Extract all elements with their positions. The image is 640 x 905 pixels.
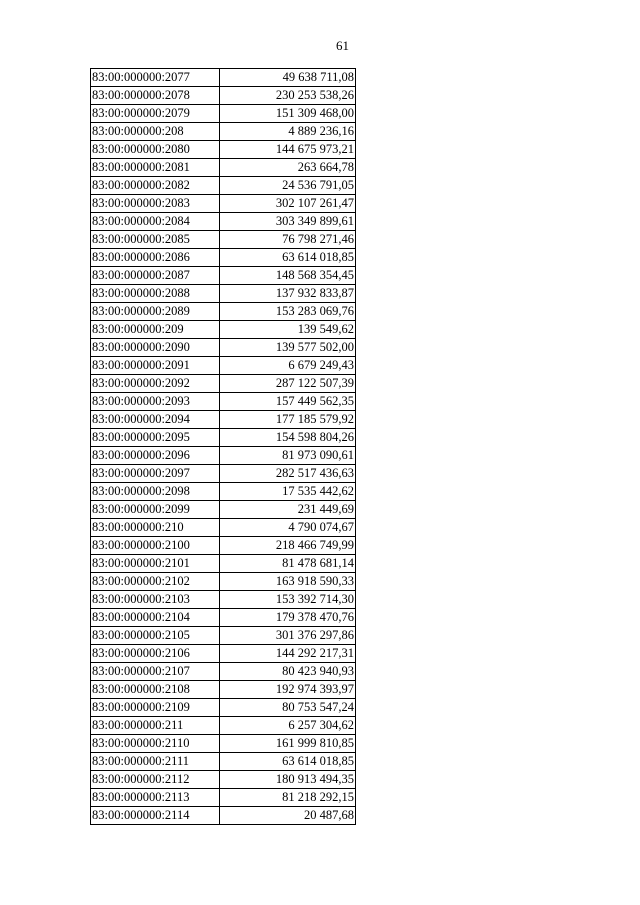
cadastral-value-table	[90, 68, 356, 825]
value-cell: 81 973 090,61	[220, 447, 356, 465]
table-row	[91, 213, 356, 231]
cadastral-number-cell: 83:00:000000:2111	[91, 753, 220, 771]
table-row	[91, 375, 356, 393]
value-cell: 49 638 711,08	[220, 69, 356, 87]
table-row	[91, 645, 356, 663]
cadastral-number-cell: 83:00:000000:2097	[91, 465, 220, 483]
cadastral-number-cell: 83:00:000000:208	[91, 123, 220, 141]
value-cell: 4 889 236,16	[220, 123, 356, 141]
cadastral-number-cell: 83:00:000000:2092	[91, 375, 220, 393]
table-row	[91, 735, 356, 753]
table-row	[91, 177, 356, 195]
value-cell: 218 466 749,99	[220, 537, 356, 555]
table-row	[91, 483, 356, 501]
value-cell: 180 913 494,35	[220, 771, 356, 789]
cadastral-number-cell: 83:00:000000:2078	[91, 87, 220, 105]
cadastral-number-cell: 83:00:000000:2079	[91, 105, 220, 123]
value-cell: 230 253 538,26	[220, 87, 356, 105]
cadastral-number-cell: 83:00:000000:2099	[91, 501, 220, 519]
cadastral-number-cell: 83:00:000000:2090	[91, 339, 220, 357]
table-row	[91, 141, 356, 159]
table-row	[91, 519, 356, 537]
table-body	[91, 69, 356, 825]
cadastral-number-cell: 83:00:000000:2100	[91, 537, 220, 555]
value-cell: 139 549,62	[220, 321, 356, 339]
value-cell: 63 614 018,85	[220, 753, 356, 771]
table-row	[91, 123, 356, 141]
value-cell: 148 568 354,45	[220, 267, 356, 285]
page-number: 61	[336, 38, 349, 53]
table-row	[91, 537, 356, 555]
value-cell: 161 999 810,85	[220, 735, 356, 753]
value-cell: 153 392 714,30	[220, 591, 356, 609]
cadastral-number-cell: 83:00:000000:2107	[91, 663, 220, 681]
value-cell: 137 932 833,87	[220, 285, 356, 303]
table-row	[91, 339, 356, 357]
table-row	[91, 717, 356, 735]
table-row	[91, 681, 356, 699]
value-cell: 63 614 018,85	[220, 249, 356, 267]
table-row	[91, 753, 356, 771]
value-cell: 231 449,69	[220, 501, 356, 519]
value-cell: 163 918 590,33	[220, 573, 356, 591]
table-row	[91, 87, 356, 105]
table-row	[91, 807, 356, 825]
cadastral-number-cell: 83:00:000000:2095	[91, 429, 220, 447]
cadastral-number-cell: 83:00:000000:2102	[91, 573, 220, 591]
value-cell: 20 487,68	[220, 807, 356, 825]
value-cell: 139 577 502,00	[220, 339, 356, 357]
cadastral-number-cell: 83:00:000000:2077	[91, 69, 220, 87]
table-row	[91, 465, 356, 483]
table-row	[91, 771, 356, 789]
table-row	[91, 105, 356, 123]
value-cell: 179 378 470,76	[220, 609, 356, 627]
cadastral-number-cell: 83:00:000000:2104	[91, 609, 220, 627]
table-row	[91, 573, 356, 591]
value-cell: 301 376 297,86	[220, 627, 356, 645]
cadastral-number-cell: 83:00:000000:2094	[91, 411, 220, 429]
cadastral-number-cell: 83:00:000000:2084	[91, 213, 220, 231]
value-cell: 157 449 562,35	[220, 393, 356, 411]
cadastral-number-cell: 83:00:000000:2110	[91, 735, 220, 753]
value-cell: 76 798 271,46	[220, 231, 356, 249]
value-cell: 80 753 547,24	[220, 699, 356, 717]
cadastral-number-cell: 83:00:000000:2098	[91, 483, 220, 501]
table-row	[91, 627, 356, 645]
table-row	[91, 501, 356, 519]
cadastral-number-cell: 83:00:000000:2096	[91, 447, 220, 465]
cadastral-number-cell: 83:00:000000:2109	[91, 699, 220, 717]
table-row	[91, 321, 356, 339]
value-cell: 17 535 442,62	[220, 483, 356, 501]
cadastral-number-cell: 83:00:000000:2081	[91, 159, 220, 177]
table-row	[91, 411, 356, 429]
table-row	[91, 249, 356, 267]
value-cell: 81 478 681,14	[220, 555, 356, 573]
value-cell: 24 536 791,05	[220, 177, 356, 195]
table-row	[91, 159, 356, 177]
cadastral-number-cell: 83:00:000000:2080	[91, 141, 220, 159]
value-cell: 302 107 261,47	[220, 195, 356, 213]
cadastral-number-cell: 83:00:000000:2082	[91, 177, 220, 195]
cadastral-number-cell: 83:00:000000:2093	[91, 393, 220, 411]
value-cell: 287 122 507,39	[220, 375, 356, 393]
value-cell: 80 423 940,93	[220, 663, 356, 681]
value-cell: 4 790 074,67	[220, 519, 356, 537]
table-row	[91, 303, 356, 321]
cadastral-number-cell: 83:00:000000:2091	[91, 357, 220, 375]
cadastral-number-cell: 83:00:000000:211	[91, 717, 220, 735]
value-cell: 263 664,78	[220, 159, 356, 177]
value-cell: 151 309 468,00	[220, 105, 356, 123]
cadastral-number-cell: 83:00:000000:2114	[91, 807, 220, 825]
table-row	[91, 285, 356, 303]
table-row	[91, 357, 356, 375]
value-cell: 81 218 292,15	[220, 789, 356, 807]
value-cell: 282 517 436,63	[220, 465, 356, 483]
table-row	[91, 195, 356, 213]
table-row	[91, 699, 356, 717]
table-row	[91, 609, 356, 627]
cadastral-number-cell: 83:00:000000:2086	[91, 249, 220, 267]
value-cell: 153 283 069,76	[220, 303, 356, 321]
table-row	[91, 429, 356, 447]
value-cell: 177 185 579,92	[220, 411, 356, 429]
value-cell: 303 349 899,61	[220, 213, 356, 231]
table-row	[91, 267, 356, 285]
value-cell: 6 257 304,62	[220, 717, 356, 735]
cadastral-number-cell: 83:00:000000:2112	[91, 771, 220, 789]
table-row	[91, 447, 356, 465]
value-cell: 144 292 217,31	[220, 645, 356, 663]
cadastral-number-cell: 83:00:000000:2085	[91, 231, 220, 249]
value-cell: 6 679 249,43	[220, 357, 356, 375]
cadastral-number-cell: 83:00:000000:209	[91, 321, 220, 339]
table-row	[91, 789, 356, 807]
cadastral-number-cell: 83:00:000000:2088	[91, 285, 220, 303]
table-row	[91, 231, 356, 249]
table-row	[91, 663, 356, 681]
value-cell: 144 675 973,21	[220, 141, 356, 159]
table-row	[91, 555, 356, 573]
cadastral-number-cell: 83:00:000000:2101	[91, 555, 220, 573]
cadastral-number-cell: 83:00:000000:2106	[91, 645, 220, 663]
cadastral-number-cell: 83:00:000000:2113	[91, 789, 220, 807]
cadastral-number-cell: 83:00:000000:2103	[91, 591, 220, 609]
value-cell: 154 598 804,26	[220, 429, 356, 447]
table-row	[91, 69, 356, 87]
cadastral-number-cell: 83:00:000000:210	[91, 519, 220, 537]
cadastral-number-cell: 83:00:000000:2108	[91, 681, 220, 699]
cadastral-number-cell: 83:00:000000:2105	[91, 627, 220, 645]
cadastral-number-cell: 83:00:000000:2089	[91, 303, 220, 321]
table-row	[91, 393, 356, 411]
table-row	[91, 591, 356, 609]
cadastral-number-cell: 83:00:000000:2083	[91, 195, 220, 213]
cadastral-number-cell: 83:00:000000:2087	[91, 267, 220, 285]
value-cell: 192 974 393,97	[220, 681, 356, 699]
